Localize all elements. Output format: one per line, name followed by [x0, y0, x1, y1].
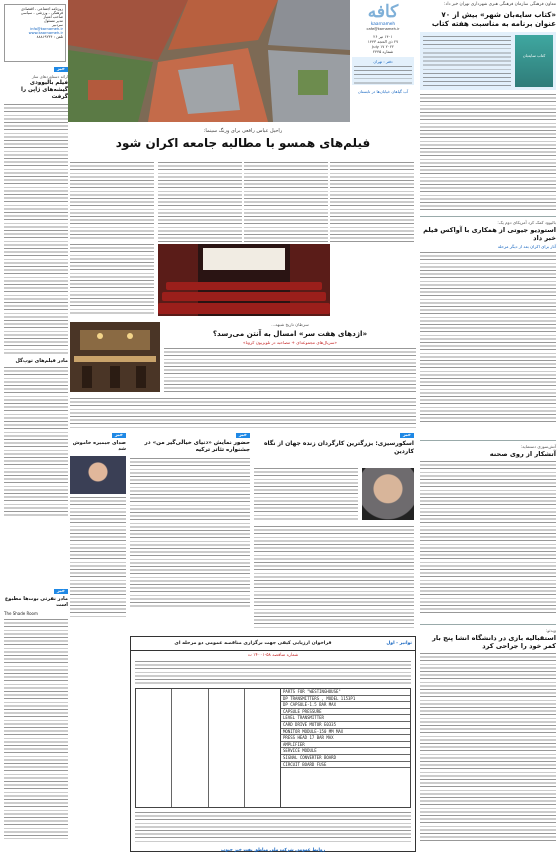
- bottom-right-kicker: ویدئو:: [545, 627, 556, 633]
- right-mid-body: [420, 252, 556, 422]
- cinema-seats-photo: [158, 244, 330, 316]
- obit-3: [70, 432, 126, 632]
- left-headline-2: مادر فیلم‌های توپ‌گل: [15, 357, 68, 364]
- publisher-line: سردبیر: [52, 23, 63, 27]
- site-name: kaarnameh: [370, 22, 396, 27]
- part-row: PARTS FOR "WESTINGHOUSE": [281, 689, 410, 696]
- hero-body-col-3: [158, 162, 242, 242]
- left-headline: فیلم بالیوودی گیشه‌های ژاپن را گرفت: [20, 80, 68, 100]
- hero-header: [70, 128, 416, 158]
- obit-3-tag: خبر: [112, 433, 126, 438]
- hero-body-col-1: [330, 162, 414, 242]
- obit-3-body: [70, 497, 126, 617]
- top-photo-aerial-roofs: [68, 0, 350, 122]
- left-bottom-headline: مادر نفرتی بوت‌ها مطبوع است: [4, 596, 68, 609]
- article-headline: «کتاب سایه‌بان شهر» بیش از ۷۰ عنوان برنامه به مناسبت هفته کتاب: [431, 9, 556, 28]
- center-kicker: سرطان تاریخ شبهه...: [271, 322, 309, 327]
- right-low-kicker: آتش‌سوزی دستمایه:: [520, 443, 556, 449]
- right-low-headline: آتشکار از روی صحنه: [489, 449, 556, 458]
- obit-1-body-a: [254, 468, 358, 520]
- hero-kicker: راحیل عباس رافعی برای ورنگ سینما:: [203, 128, 283, 134]
- obit-2: [130, 432, 250, 632]
- hero-body-col-2: [244, 162, 328, 242]
- right-low-article: [420, 440, 556, 620]
- publisher-line: روزنامه اجتماعی - اقتصادی: [21, 7, 63, 11]
- part-row: PRESS HEAD 17 BAR MAX: [281, 735, 410, 742]
- restaurant-photo: [70, 322, 160, 392]
- obit-1: [254, 432, 414, 632]
- date-line: ۲۰۲۲ July ۱۷: [371, 44, 395, 49]
- ad-table: [135, 688, 411, 808]
- date-line: شماره ۲۴۴۵: [372, 49, 394, 54]
- article-body: [420, 94, 556, 212]
- part-row: CARD DRIVE MOTOR E0335: [281, 722, 410, 729]
- hero-body-left: [70, 162, 154, 240]
- part-row: LEVEL TRANSMITTER: [281, 715, 410, 722]
- left-body: [4, 104, 68, 354]
- obit-2-tag: خبر: [236, 433, 250, 438]
- publisher-line: فرهنگی - ورزشی - سیاسی: [20, 11, 63, 15]
- news-tag: خبر: [54, 67, 68, 72]
- part-row: AMPLIFIER: [281, 742, 410, 749]
- publisher-site: www.kaarnameh.ir: [28, 31, 63, 35]
- center-mid-body-2: [70, 398, 416, 428]
- book-poster-image: [515, 35, 553, 87]
- obit-1-body-b: [254, 526, 414, 630]
- masthead-dates: [352, 34, 414, 54]
- ad-number: شماره مناقصه ۵۸-۱۴۰۰۱ ت: [247, 653, 299, 658]
- ad-footer: روابط عمومی شرکت ملی مناطق نفت خیز جنوب: [220, 848, 326, 853]
- director-photo: [362, 468, 414, 520]
- center-sub: «سریال‌های مجموعه‌ای + مصاحبه در تلویزیون کرونا»: [243, 340, 337, 345]
- part-row: CIRCUIT BOARD FUSE: [281, 762, 410, 769]
- left-bottom: [4, 588, 68, 852]
- right-mid-headline: استودیو جیوتی از همکاری با آواکس فیلم خبر داد: [423, 225, 556, 243]
- publisher-box: [4, 4, 66, 62]
- center-body: [164, 348, 416, 392]
- left-bottom-body: [4, 619, 68, 839]
- part-row: CAPSULE PRESSURE: [281, 709, 410, 716]
- address-label: دفتر : تهران: [373, 59, 393, 64]
- left-kicker: ارائه دستاوردهای ساز: [31, 74, 68, 79]
- hero-headline: فیلم‌های همسو با مطالبه جامعه اکران شود: [115, 136, 371, 150]
- center-headline: «اژدهای هفت سر» امسال به آنتن می‌رسد؟: [212, 329, 368, 338]
- obit-2-body: [130, 458, 250, 608]
- ad-terms: [135, 812, 411, 844]
- date-line: ۱۴۰۱ تیر ۲۶: [373, 34, 393, 39]
- right-low-body: [420, 461, 556, 616]
- left-column: [4, 66, 68, 586]
- ad-logo: توانیر - اول: [386, 641, 412, 646]
- date-line: ۲۷ ذی الحجه ۱۴۴۳: [367, 39, 399, 44]
- part-row: SERVICE MODULE: [281, 748, 410, 755]
- publisher-line: مدیر مسئول: [43, 19, 63, 23]
- publisher-phone: تلفن : ۸۸۸۱۹۲۴۴: [36, 35, 63, 39]
- part-row: MONITOR MODULE-150 MM MAX: [281, 729, 410, 736]
- obit-1-tag: خبر: [400, 433, 414, 438]
- publisher-email: info@karnameh.ir: [30, 27, 63, 31]
- obit-3-headline: صدای جیمیره خاموش شد: [72, 440, 126, 453]
- publisher-line: صاحب امتیاز: [43, 15, 63, 19]
- actor-photo: [70, 456, 126, 494]
- article-kicker: معاون فرهنگی سازمان فرهنگی هنری شهرداری تهران خبر داد:: [444, 2, 556, 7]
- ad-title: فراخوان ارزیابی کیفی جهت برگزاری مناقصه عمومی دو مرحله ای: [174, 641, 332, 646]
- bottom-right-article: [420, 624, 556, 852]
- obit-2-headline: حضور نمایش «دنیای خیالی‌گیر من» در جشنواره تئاتر ترکیه: [144, 440, 250, 453]
- ad-header: [131, 637, 415, 651]
- right-mid-kicker: بالیوود کمک کرد آمریکای دوم یک:: [497, 219, 556, 225]
- bottom-right-body: [420, 653, 556, 843]
- center-mid-article: [164, 322, 416, 398]
- bottom-right-headline: استقبالیه بازی در دانشگاه انشا پنج بار کمر خود را جراحی کرد: [432, 633, 556, 651]
- ad-table-cols: [136, 689, 280, 807]
- ad-intro: [135, 661, 411, 685]
- shade-room-label: The Shade Room: [4, 610, 38, 616]
- poster-caption: کتاب سایه‌بان: [522, 52, 546, 58]
- part-row: DP TRANSMITTERS , MODEL 1153P1: [281, 696, 410, 703]
- obit-1-headline: اسکورسیزی: بزرگترین کارگردان زنده جهان از نگاه کاردین: [263, 440, 414, 455]
- masthead-email: cafe@karnameh.ir: [366, 27, 400, 31]
- part-row: SIGNAL CONVERTER BOARD: [281, 755, 410, 762]
- masthead-info-box: [352, 57, 414, 85]
- left-bottom-tag: خبر: [54, 589, 68, 594]
- right-mid-article: [420, 216, 556, 436]
- poster-box: [420, 32, 556, 90]
- right-mid-subhead: آثار برای اکران بعد از دیگر مرحله: [497, 244, 556, 250]
- masthead-logo: کافه: [367, 2, 399, 22]
- left-body-2: [4, 367, 68, 517]
- cinema-caption-body: [70, 244, 154, 316]
- masthead-note: آب گیاهان خیابان‌ها در تابستان: [357, 89, 409, 94]
- part-row: DP CAPSULE-1.5 BAR MAX: [281, 702, 410, 709]
- masthead: [352, 2, 414, 122]
- right-top-article: [420, 2, 556, 212]
- ad-table-parts: [280, 689, 410, 807]
- tender-ad: [130, 636, 416, 852]
